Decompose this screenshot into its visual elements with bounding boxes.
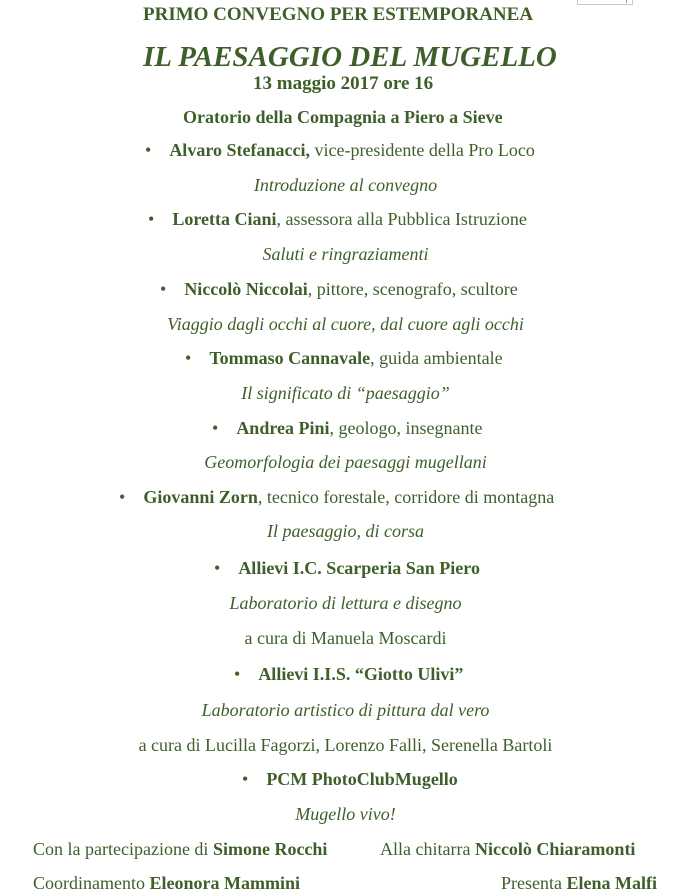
event-date: 13 maggio 2017 ore 16 xyxy=(253,73,434,94)
talk-topic: Introduzione al convegno xyxy=(253,175,438,195)
guitar-label: Alla chitarra xyxy=(380,839,475,859)
talk-topic: Laboratorio di lettura e disegno xyxy=(229,593,462,613)
speaker-name: Allievi I.I.S. “Giotto Ulivi” xyxy=(258,664,464,684)
coordination-name: Eleonora Mammini xyxy=(149,873,300,893)
participation-label: Con la partecipazione di xyxy=(33,839,213,859)
bullet-icon: • xyxy=(160,279,167,299)
speaker-line xyxy=(212,417,482,439)
coordination-line xyxy=(33,872,300,894)
page-title: IL PAESAGGIO DEL MUGELLO xyxy=(143,41,557,73)
bullet-icon: • xyxy=(242,769,249,789)
speaker-line xyxy=(148,208,527,230)
speaker-line xyxy=(234,663,463,685)
speaker-role: , guida ambientale xyxy=(370,348,503,368)
speaker-name: Giovanni Zorn xyxy=(143,487,258,507)
speaker-line xyxy=(145,139,535,161)
event-venue: Oratorio della Compagnia a Piero a Sieve xyxy=(183,107,503,127)
speaker-line xyxy=(214,557,480,579)
speaker-line xyxy=(160,278,518,300)
speaker-line xyxy=(119,486,554,508)
speaker-role: , geologo, insegnante xyxy=(329,418,483,438)
speaker-role: , assessora alla Pubblica Istruzione xyxy=(276,209,527,229)
presenter-name: Elena Malfi xyxy=(566,873,657,893)
speaker-name: Allievi I.C. Scarperia San Piero xyxy=(238,558,480,578)
speaker-line xyxy=(242,768,458,790)
bullet-icon: • xyxy=(148,209,155,229)
curator-line: a cura di Lucilla Fagorzi, Lorenzo Falli, Serenella Bartoli xyxy=(138,735,553,755)
speaker-name: Tommaso Cannavale xyxy=(209,348,371,368)
participation-line xyxy=(33,838,327,860)
speaker-name: PCM PhotoClubMugello xyxy=(266,769,458,789)
speaker-role: , tecnico forestale, corridore di montagna xyxy=(257,487,555,507)
curator-line: a cura di Manuela Moscardi xyxy=(244,628,447,648)
bullet-icon: • xyxy=(185,348,192,368)
participation-name: Simone Rocchi xyxy=(212,839,328,859)
bullet-icon: • xyxy=(214,558,221,578)
speaker-role: , pittore, scenografo, scultore xyxy=(307,279,518,299)
bullet-icon: • xyxy=(234,664,241,684)
talk-topic: Mugello vivo! xyxy=(295,804,396,824)
corner-frame xyxy=(577,0,633,5)
guitar-name: Niccolò Chiaramonti xyxy=(474,839,636,859)
speaker-name: Niccolò Niccolai xyxy=(184,279,308,299)
talk-topic: Il paesaggio, di corsa xyxy=(267,521,424,541)
presenter-line xyxy=(501,872,657,894)
talk-topic: Geomorfologia dei paesaggi mugellani xyxy=(204,452,487,472)
speaker-name: Loretta Ciani xyxy=(172,209,277,229)
coordination-label: Coordinamento xyxy=(33,873,150,893)
talk-topic: Il significato di “paesaggio” xyxy=(241,383,450,403)
guitar-line xyxy=(380,838,635,860)
bullet-icon: • xyxy=(212,418,219,438)
bullet-icon: • xyxy=(145,140,152,160)
presenter-label: Presenta xyxy=(501,873,567,893)
talk-topic: Laboratorio artistico di pittura dal vero xyxy=(201,700,490,720)
speaker-name: Alvaro Stefanacci, xyxy=(169,140,310,160)
bullet-icon: • xyxy=(119,487,126,507)
speaker-role: vice-presidente della Pro Loco xyxy=(309,140,535,160)
speaker-name: Andrea Pini xyxy=(236,418,330,438)
talk-topic: Viaggio dagli occhi al cuore, dal cuore agli occhi xyxy=(167,314,524,334)
talk-topic: Saluti e ringraziamenti xyxy=(262,244,429,264)
speaker-line xyxy=(185,347,503,369)
event-line: PRIMO CONVEGNO PER ESTEMPORANEA xyxy=(143,4,534,25)
corner-tick xyxy=(626,0,627,3)
